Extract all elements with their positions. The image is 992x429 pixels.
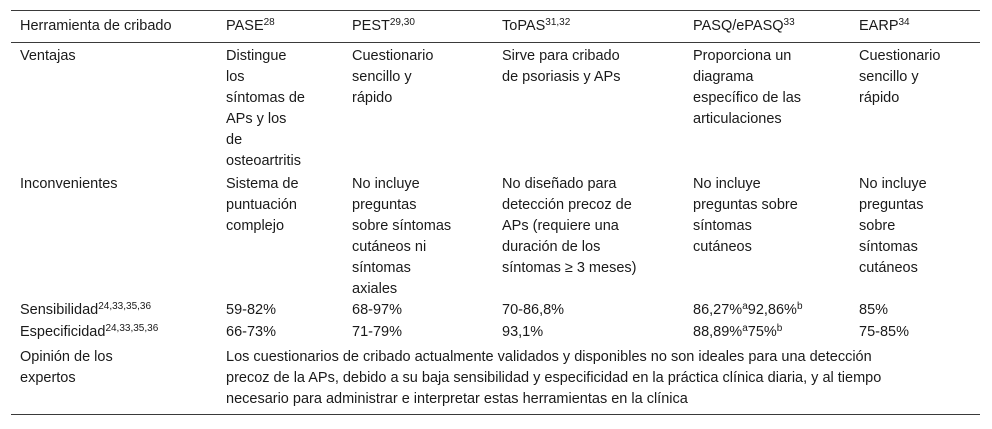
inconvenientes-pest-line: sobre síntomas	[352, 218, 452, 234]
ventajas-pest-line: sencillo y	[352, 69, 412, 85]
sensibilidad-topas	[502, 300, 564, 321]
sensibilidad-pase-value: 59-82%	[226, 302, 276, 318]
especificidad-pasq	[693, 322, 782, 343]
inconvenientes-earp-line: sobre	[859, 218, 896, 234]
especificidad-pasq-ref-b: b	[776, 323, 783, 334]
row-label-opinion-line: expertos	[20, 370, 76, 386]
ventajas-pase	[226, 46, 305, 172]
inconvenientes-earp-line: síntomas	[859, 239, 918, 255]
ventajas-pase-line: APs y los	[226, 111, 287, 127]
inconvenientes-pest-line: No incluye	[352, 176, 420, 192]
inconvenientes-pasq-line: No incluye	[693, 176, 761, 192]
ventajas-pase-line: los	[226, 69, 245, 85]
header-topas-ref: 31,32	[545, 17, 571, 28]
especificidad-earp-value: 75-85%	[859, 324, 909, 340]
ventajas-pasq	[693, 46, 801, 130]
opinion-text-line: precoz de la APs, debido a su baja sensibilidad y especificidad en la práctica clínica diaria, y al tiempo	[226, 370, 882, 386]
ventajas-pase-line: osteoartritis	[226, 153, 301, 169]
inconvenientes-pest-line: síntomas	[352, 260, 411, 276]
ventajas-pasq-line: Proporciona un	[693, 48, 792, 64]
ventajas-pest-line: rápido	[352, 90, 393, 106]
sensibilidad-earp-value: 85%	[859, 302, 889, 318]
sensibilidad-pest	[352, 300, 402, 321]
header-pase-ref: 28	[263, 17, 275, 28]
especificidad-pasq-ref-a: a	[742, 323, 748, 334]
sensibilidad-pasq-ref-b: b	[796, 301, 803, 312]
opinion-text	[226, 347, 881, 410]
header-topas	[502, 16, 570, 37]
header-pase	[226, 16, 275, 37]
inconvenientes-pest	[352, 174, 451, 300]
header-earp	[859, 16, 910, 37]
sensibilidad-pest-value: 68-97%	[352, 302, 402, 318]
row-label-inconvenientes-text: Inconvenientes	[20, 176, 118, 192]
ventajas-pase-line: síntomas de	[226, 90, 305, 106]
ventajas-earp-line: rápido	[859, 90, 900, 106]
inconvenientes-pase	[226, 174, 299, 237]
sensibilidad-earp	[859, 300, 888, 321]
inconvenientes-topas-line: síntomas ≥ 3 meses)	[502, 260, 637, 276]
especificidad-pest-value: 71-79%	[352, 324, 402, 340]
header-pasq-text: PASQ/ePASQ	[693, 18, 784, 34]
inconvenientes-pase-line: complejo	[226, 218, 285, 234]
header-pest-text: PEST	[352, 18, 390, 34]
sensibilidad-pase	[226, 300, 276, 321]
especificidad-pase-value: 66-73%	[226, 324, 276, 340]
sensibilidad-pasq	[693, 300, 803, 321]
inconvenientes-topas-line: detección precoz de	[502, 197, 632, 213]
row-label-opinion	[20, 347, 113, 389]
inconvenientes-topas-line: duración de los	[502, 239, 601, 255]
sensibilidad-pasq-value-a: 86,27%	[693, 302, 743, 318]
header-pest-ref: 29,30	[389, 17, 415, 28]
ventajas-earp	[859, 46, 940, 109]
especificidad-topas-value: 93,1%	[502, 324, 544, 340]
inconvenientes-pasq-line: preguntas sobre	[693, 197, 798, 213]
especificidad-pase	[226, 322, 276, 343]
header-pasq-ref: 33	[783, 17, 795, 28]
header-pase-text: PASE	[226, 18, 264, 34]
opinion-text-line: Los cuestionarios de cribado actualmente validados y disponibles no son ideales para una detección	[226, 349, 872, 365]
row-label-sensibilidad-text: Sensibilidad	[20, 302, 99, 318]
ventajas-topas-line: Sirve para cribado	[502, 48, 620, 64]
ventajas-topas	[502, 46, 620, 88]
ventajas-pasq-line: específico de las	[693, 90, 802, 106]
row-label-ventajas	[20, 46, 76, 67]
inconvenientes-earp-line: No incluye	[859, 176, 927, 192]
ventajas-pasq-line: diagrama	[693, 69, 754, 85]
opinion-text-line: necesario para administrar e interpretar estas herramientas en la clínica	[226, 391, 688, 407]
header-earp-ref: 34	[898, 17, 910, 28]
inconvenientes-pasq	[693, 174, 798, 258]
ventajas-pest-line: Cuestionario	[352, 48, 434, 64]
inconvenientes-topas	[502, 174, 636, 279]
table-top-rule	[11, 10, 980, 11]
row-label-inconvenientes	[20, 174, 118, 195]
ventajas-earp-line: sencillo y	[859, 69, 919, 85]
header-pest	[352, 16, 415, 37]
sensibilidad-pasq-ref-a: a	[742, 301, 748, 312]
row-label-opinion-line: Opinión de los	[20, 349, 113, 365]
ventajas-topas-line: de psoriasis y APs	[502, 69, 621, 85]
especificidad-pasq-value-a: 88,89%	[693, 324, 743, 340]
inconvenientes-topas-line: APs (requiere una	[502, 218, 619, 234]
row-label-especificidad	[20, 322, 158, 343]
ventajas-earp-line: Cuestionario	[859, 48, 941, 64]
inconvenientes-earp	[859, 174, 927, 279]
ventajas-pest	[352, 46, 433, 109]
row-label-sensibilidad	[20, 300, 151, 321]
inconvenientes-earp-line: preguntas	[859, 197, 924, 213]
sensibilidad-ref: 24,33,35,36	[98, 301, 152, 312]
inconvenientes-topas-line: No diseñado para	[502, 176, 617, 192]
inconvenientes-pest-line: preguntas	[352, 197, 417, 213]
sensibilidad-topas-value: 70-86,8%	[502, 302, 565, 318]
inconvenientes-earp-line: cutáneos	[859, 260, 918, 276]
header-pasq	[693, 16, 795, 37]
row-label-especificidad-text: Especificidad	[20, 324, 106, 340]
sensibilidad-pasq-value-b: 92,86%	[747, 302, 797, 318]
especificidad-pasq-value-b: 75%	[747, 324, 777, 340]
especificidad-earp	[859, 322, 909, 343]
ventajas-pase-line: Distingue	[226, 48, 287, 64]
inconvenientes-pase-line: Sistema de	[226, 176, 299, 192]
inconvenientes-pasq-line: síntomas	[693, 218, 752, 234]
header-bottom-rule	[11, 42, 980, 43]
inconvenientes-pasq-line: cutáneos	[693, 239, 752, 255]
inconvenientes-pest-line: axiales	[352, 281, 398, 297]
especificidad-ref: 24,33,35,36	[105, 323, 159, 334]
especificidad-topas	[502, 322, 543, 343]
header-tool	[20, 16, 172, 37]
table-bottom-rule	[11, 414, 980, 415]
header-topas-text: ToPAS	[502, 18, 546, 34]
row-label-ventajas-text: Ventajas	[20, 48, 76, 64]
ventajas-pase-line: de	[226, 132, 243, 148]
header-earp-text: EARP	[859, 18, 899, 34]
header-tool-text: Herramienta de cribado	[20, 18, 172, 34]
inconvenientes-pase-line: puntuación	[226, 197, 297, 213]
ventajas-pasq-line: articulaciones	[693, 111, 782, 127]
especificidad-pest	[352, 322, 402, 343]
inconvenientes-pest-line: cutáneos ni	[352, 239, 427, 255]
